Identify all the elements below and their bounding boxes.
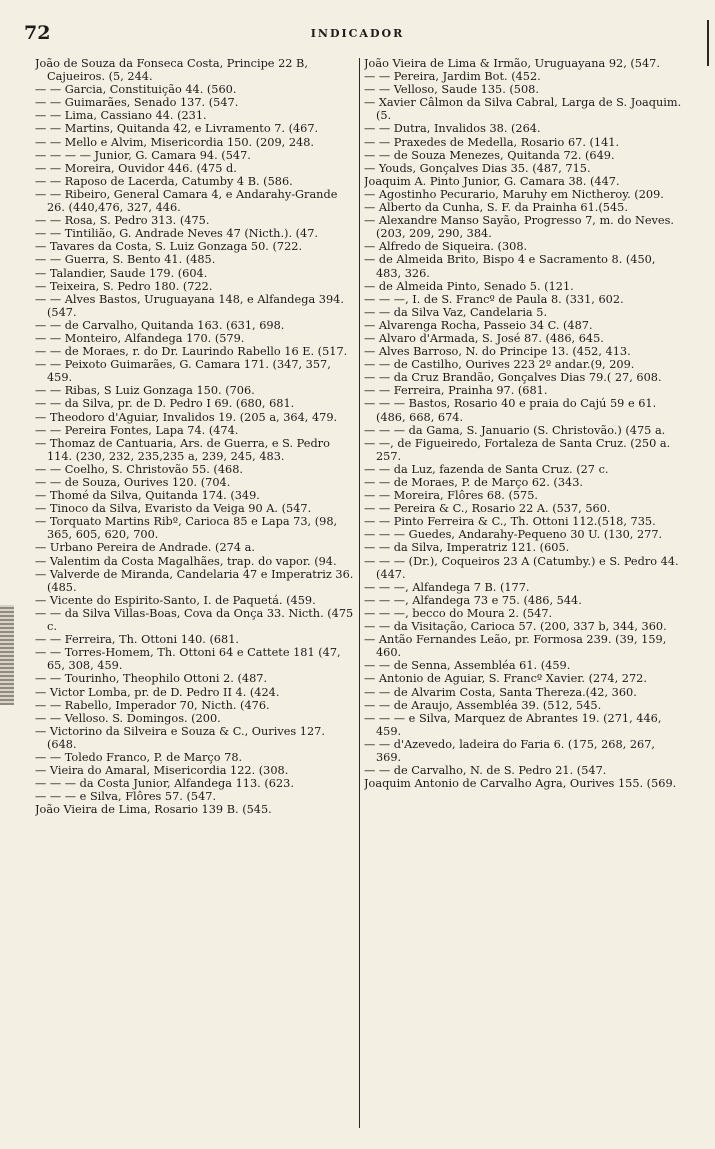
directory-entry: — — de Souza, Ourives 120. (704.: [35, 476, 231, 489]
right-column: [364, 57, 682, 1137]
directory-entry: — Youds, Gonçalves Dias 35. (487, 715.: [364, 161, 591, 175]
directory-entry: — — de Souza Menezes, Quitanda 72. (649.: [364, 148, 615, 162]
directory-entry: — — de Araujo, Assembléa 39. (512, 545.: [364, 698, 602, 712]
directory-entry: — — Peixoto Guimarães, G. Camara 171. (347, 357, 459.: [35, 358, 331, 385]
directory-entry: — — Pereira & C., Rosario 22 A. (537, 560.: [364, 502, 611, 516]
directory-entry: — Thomé da Silva, Quitanda 174. (349.: [35, 489, 260, 503]
directory-entry: — — Garcia, Constituição 44. (560.: [35, 83, 237, 97]
directory-entry: — — —, Alfandega 7 B. (177.: [364, 580, 530, 594]
directory-entry: — Alvaro d'Armada, S. José 87. (486, 645.: [364, 331, 604, 345]
directory-entry: — — — e Silva, Marquez de Abrantes 19. (271, 446, 459.: [364, 711, 662, 738]
directory-entry: — — Ribeiro, General Camara 4, e Andarahy-Grande 26. (440,476, 327, 446.: [35, 187, 338, 215]
directory-entry: — — de Moraes, P. de Março 62. (343.: [364, 476, 583, 489]
directory-entry: — — — da Costa Junior, Alfandega 113. (623.: [35, 777, 294, 791]
directory-entry: — Alves Barroso, N. do Principe 13. (452, 413.: [364, 345, 631, 359]
directory-entry: — — da Silva Vaz, Candelaria 5.: [364, 305, 548, 319]
directory-entry: — Agostinho Pecurario, Maruhy em Nictheroy. (209.: [364, 187, 664, 201]
directory-entry: Joaquim Antonio de Carvalho Agra, Ourives 155. (569.: [364, 777, 677, 791]
directory-entry: — Antão Fernandes Leão, pr. Formosa 239. (39, 159, 460.: [364, 633, 667, 660]
directory-entry: — — Alves Bastos, Uruguayana 148, e Alfandega 394. (547.: [35, 292, 344, 319]
directory-entry: — Torquato Martins Ribº, Carioca 85 e Lapa 73, (98, 365, 605, 620, 700.: [35, 515, 338, 542]
directory-entry: — — Guerra, S. Bento 41. (485.: [35, 253, 216, 267]
directory-entry: — — de Carvalho, Quitanda 163. (631, 698.: [35, 318, 285, 332]
directory-entry: — — Velloso, Saude 135. (508.: [364, 83, 539, 97]
directory-entry: — — Dutra, Invalidos 38. (264.: [364, 122, 541, 136]
column-divider: [359, 58, 360, 1128]
directory-entry: — Vieira do Amaral, Misericordia 122. (308.: [35, 764, 289, 778]
directory-entry: — Alvarenga Rocha, Passeio 34 C. (487.: [364, 318, 593, 332]
directory-entry: — — —, becco do Moura 2. (547.: [364, 606, 553, 620]
margin-rule: [707, 20, 709, 66]
directory-entry: — — Rabello, Imperador 70, Nicth. (476.: [35, 698, 270, 712]
directory-entry: — — da Cruz Brandão, Gonçalves Dias 79.( 27, 608.: [364, 371, 662, 385]
directory-entry: — Victor Lomba, pr. de D. Pedro II 4. (424.: [35, 685, 280, 699]
page-header: [0, 20, 715, 50]
directory-entry: — — de Moraes, r. do Dr. Laurindo Rabello 16 E. (517.: [35, 345, 348, 359]
directory-entry: — Vicente do Espirito-Santo, I. de Paquetá. (459.: [35, 593, 316, 607]
directory-entry: — — Toledo Franco, P. de Março 78.: [35, 750, 243, 764]
directory-entry: — — da Silva Villas-Boas, Cova da Onça 33. Nicth. (475 c.: [35, 606, 354, 634]
directory-entry: — — Ferreira, Th. Ottoni 140. (681.: [35, 633, 240, 647]
directory-entry: — — Guimarães, Senado 137. (547.: [35, 96, 239, 110]
directory-entry: — — Monteiro, Alfandega 170. (579.: [35, 331, 245, 345]
directory-entry: — — Pereira Fontes, Lapa 74. (474.: [35, 423, 239, 437]
directory-entry: — Xavier Câlmon da Silva Cabral, Larga de S. Joaquim. (5.: [364, 96, 682, 123]
running-head: INDICADOR: [310, 27, 405, 40]
directory-entry: — Valverde de Miranda, Candelaria 47 e Imperatriz 36. (485.: [35, 567, 354, 594]
directory-entry: — Tinoco da Silva, Evaristo da Veiga 90 A. (547.: [35, 502, 312, 516]
directory-entry: — — Moreira, Ouvidor 446. (475 d.: [35, 161, 237, 175]
directory-entry: — — da Silva, pr. de D. Pedro I 69. (680, 681.: [35, 397, 295, 411]
directory-entry: — — — da Gama, S. Januario (S. Christovão.) (475 a.: [364, 423, 666, 437]
directory-entry: — — Coelho, S. Christovão 55. (468.: [35, 462, 243, 476]
directory-entry: — — Torres-Homem, Th. Ottoni 64 e Cattete 181 (47, 65, 308, 459.: [35, 646, 341, 673]
directory-entry: — Valentim da Costa Magalhães, trap. do vapor. (94.: [35, 554, 337, 568]
binding-stain: [0, 605, 14, 705]
directory-entry: João de Souza da Fonseca Costa, Principe 22 B, Cajueiros. (5, 244.: [35, 57, 308, 84]
directory-entry: — — Raposo de Lacerda, Catumby 4 B. (586.: [35, 174, 293, 188]
directory-entry: — Teixeira, S. Pedro 180. (722.: [35, 279, 213, 293]
left-column: [35, 57, 357, 1137]
directory-entry: — — Lima, Cassiano 44. (231.: [35, 109, 207, 123]
directory-entry: — — Ferreira, Prainha 97. (681.: [364, 384, 548, 398]
page-number: 72: [24, 22, 51, 44]
directory-entry: — — —, Alfandega 73 e 75. (486, 544.: [364, 593, 582, 607]
directory-entry: — Alberto da Cunha, S. F. da Prainha 61.(545.: [364, 201, 628, 215]
directory-entry: — — Tourinho, Theophilo Ottoni 2. (487.: [35, 672, 268, 686]
directory-entry: — — da Luz, fazenda de Santa Cruz. (27 c.: [364, 462, 609, 476]
directory-entry: — Alexandre Manso Sayão, Progresso 7, m. do Neves. (203, 209, 290, 384.: [364, 214, 674, 241]
directory-entry: — — Moreira, Flôres 68. (575.: [364, 489, 539, 503]
directory-entry: — Thomaz de Cantuaria, Ars. de Guerra, e S. Pedro 114. (230, 232, 235,235 a, 239, 245, 483.: [35, 436, 330, 463]
directory-entry: — —, de Figueiredo, Fortaleza de Santa Cruz. (250 a. 257.: [364, 436, 671, 463]
directory-entry: — — de Carvalho, N. de S. Pedro 21. (547.: [364, 764, 607, 778]
directory-entry: — Antonio de Aguiar, S. Francº Xavier. (274, 272.: [364, 672, 647, 686]
directory-entry: Joaquim A. Pinto Junior, G. Camara 38. (447.: [364, 174, 620, 188]
directory-entry: — de Almeida Brito, Bispo 4 e Sacramento 8. (450, 483, 326.: [364, 253, 656, 280]
directory-entry: — Alfredo de Siqueira. (308.: [364, 240, 528, 254]
directory-entry: — Theodoro d'Aguiar, Invalidos 19. (205 a, 364, 479.: [35, 410, 338, 424]
directory-entry: — — —, I. de S. Francº de Paula 8. (331, 602.: [364, 292, 624, 306]
directory-entry: — — Pereira, Jardim Bot. (452.: [364, 70, 541, 84]
directory-entry: — — de Senna, Assembléa 61. (459.: [364, 659, 571, 673]
directory-entry: — — Praxedes de Medella, Rosario 67. (141.: [364, 135, 620, 149]
directory-entry: — — de Alvarim Costa, Santa Thereza.(42, 360.: [364, 685, 637, 699]
directory-entry: — Urbano Pereira de Andrade. (274 a.: [35, 541, 255, 555]
directory-entry: João Vieira de Lima & Irmão, Uruguayana 92, (547.: [364, 57, 660, 70]
directory-entry: — — da Silva, Imperatriz 121. (605.: [364, 541, 570, 555]
directory-entry: — — — — Junior, G. Camara 94. (547.: [35, 148, 251, 162]
directory-entry: — Victorino da Silveira e Souza & C., Ourives 127. (648.: [35, 724, 325, 751]
directory-entry: — — — Bastos, Rosario 40 e praia do Cajú 59 e 61. (486, 668, 674.: [364, 397, 657, 424]
directory-entry: João Vieira de Lima, Rosario 139 B. (545.: [35, 803, 272, 817]
directory-entry: — Tavares da Costa, S. Luiz Gonzaga 50. (722.: [35, 240, 303, 254]
directory-entry: — — Ribas, S Luiz Gonzaga 150. (706.: [35, 384, 255, 398]
directory-entry: — — Rosa, S. Pedro 313. (475.: [35, 214, 210, 228]
directory-entry: — — Velloso. S. Domingos. (200.: [35, 711, 221, 725]
directory-entry: — — da Visitação, Carioca 57. (200, 337 b, 344, 360.: [364, 620, 667, 634]
directory-entry: — — de Castilho, Ourives 223 2º andar.(9, 209.: [364, 358, 635, 372]
directory-entry: — — Martins, Quitanda 42, e Livramento 7. (467.: [35, 122, 319, 136]
directory-entry: — — Tintilião, G. Andrade Neves 47 (Nicth.). (47.: [35, 227, 319, 241]
directory-entry: — — — e Silva, Flôres 57. (547.: [35, 790, 217, 804]
directory-entry: — — — (Dr.), Coqueiros 23 A (Catumby.) e S. Pedro 44. (447.: [364, 554, 679, 581]
directory-entry: — de Almeida Pinto, Senado 5. (121.: [364, 279, 574, 293]
directory-entry: — Talandier, Saude 179. (604.: [35, 266, 208, 280]
directory-entry: — — Mello e Alvim, Misericordia 150. (209, 248.: [35, 135, 315, 149]
directory-entry: — — — Guedes, Andarahy-Pequeno 30 U. (130, 277.: [364, 528, 663, 542]
directory-entry: — — Pinto Ferreira & C., Th. Ottoni 112.(518, 735.: [364, 515, 656, 529]
directory-entry: — — d'Azevedo, ladeira do Faria 6. (175, 268, 267, 369.: [364, 737, 655, 764]
